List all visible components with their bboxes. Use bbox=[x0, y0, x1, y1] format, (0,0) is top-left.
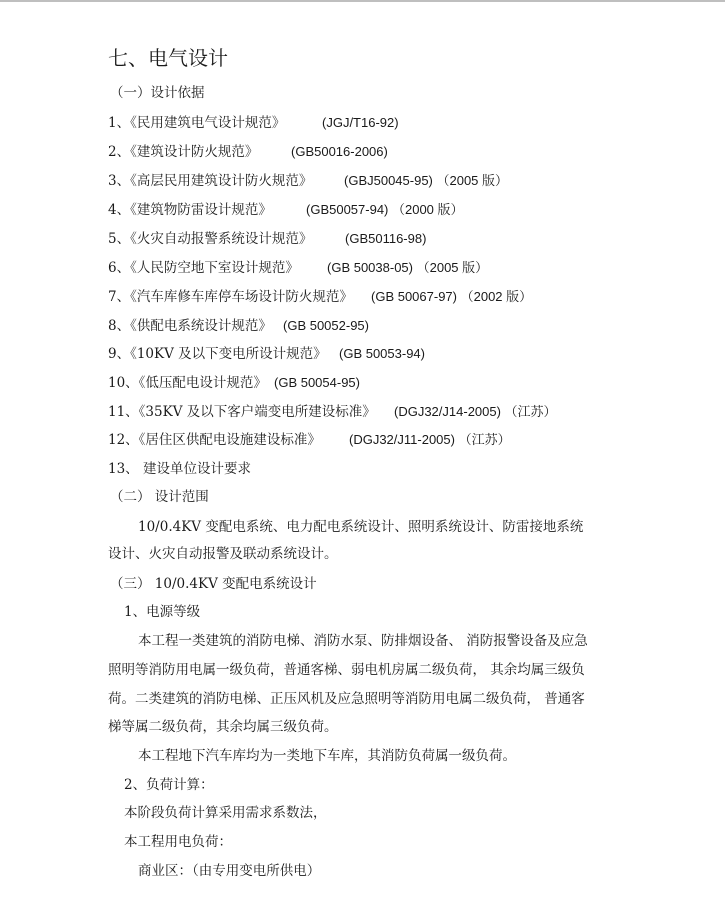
list-item bbox=[108, 143, 388, 161]
reference-name: 9、《10KV 及以下变电所设计规范》 bbox=[108, 346, 327, 362]
reference-code: (GBJ50045-95) （2005 版） bbox=[344, 173, 509, 188]
load-calc-line-1: 本阶段负荷计算采用需求系数法， bbox=[124, 805, 327, 821]
reference-code: (GB 50053-94) bbox=[339, 346, 425, 361]
reference-name: 1、《民用建筑电气设计规范》 bbox=[108, 115, 286, 131]
subheading-load-calc: 2、负荷计算： bbox=[124, 777, 214, 793]
subheading-power-level: 1、电源等级 bbox=[124, 604, 201, 620]
power-level-line-3: 荷。二类建筑的消防电梯、正压风机及应急照明等消防用电属二级负荷， 普通客 bbox=[108, 691, 585, 707]
list-item bbox=[108, 259, 489, 277]
load-calc-line-2: 本工程用电负荷： bbox=[124, 834, 232, 850]
reference-name: 10、《低压配电设计规范》 bbox=[108, 375, 267, 391]
list-item bbox=[108, 431, 511, 449]
reference-name: 12、《居住区供配电设施建设标准》 bbox=[108, 432, 321, 448]
reference-name: 5、《火灾自动报警系统设计规范》 bbox=[108, 231, 313, 247]
item-13: 13、 建设单位设计要求 bbox=[108, 461, 251, 477]
list-item bbox=[108, 201, 464, 219]
section-heading-substation: （三） 10/0.4KV 变配电系统设计 bbox=[110, 576, 317, 592]
reference-code: (GB 50067-97) （2002 版） bbox=[371, 289, 533, 304]
list-item bbox=[108, 374, 360, 392]
power-level-line-2: 照明等消防用电属一级负荷，普通客梯、弱电机房属二级负荷， 其余均属三级负 bbox=[108, 662, 585, 678]
reference-code: (GB 50054-95) bbox=[274, 375, 360, 390]
reference-name: 3、《高层民用建筑设计防火规范》 bbox=[108, 173, 313, 189]
reference-code: (GB 50052-95) bbox=[283, 318, 369, 333]
reference-name: 2、《建筑设计防火规范》 bbox=[108, 144, 259, 160]
list-item bbox=[108, 230, 427, 248]
list-item bbox=[108, 114, 399, 132]
page-top-border bbox=[0, 0, 725, 2]
power-level-line-1: 本工程一类建筑的消防电梯、消防水泵、防排烟设备、 消防报警设备及应急 bbox=[138, 633, 588, 649]
garage-load-paragraph: 本工程地下汽车库均为一类地下车库，其消防负荷属一级负荷。 bbox=[138, 748, 516, 764]
list-item bbox=[108, 172, 509, 190]
reference-code: (GB50016-2006) bbox=[291, 144, 388, 159]
reference-code: (GB50116-98) bbox=[345, 231, 427, 246]
reference-code: (DGJ32/J11-2005) （江苏） bbox=[349, 432, 511, 447]
scope-paragraph-line-1: 10/0.4KV 变配电系统、电力配电系统设计、照明系统设计、防雷接地系统 bbox=[138, 519, 584, 535]
reference-name: 6、《人民防空地下室设计规范》 bbox=[108, 260, 299, 276]
reference-name: 7、《汽车库修车库停车场设计防火规范》 bbox=[108, 289, 353, 305]
reference-code: (DGJ32/J14-2005) （江苏） bbox=[394, 404, 557, 419]
scope-paragraph-line-2: 设计、火灾自动报警及联动系统设计。 bbox=[108, 546, 338, 562]
power-level-line-4: 梯等属二级负荷，其余均属三级负荷。 bbox=[108, 719, 338, 735]
reference-code: (JGJ/T16-92) bbox=[322, 115, 399, 130]
section-title: 七、电气设计 bbox=[108, 46, 228, 70]
reference-code: (GB 50038-05) （2005 版） bbox=[327, 260, 489, 275]
list-item bbox=[108, 317, 369, 335]
list-item bbox=[108, 288, 533, 306]
list-item bbox=[108, 403, 557, 421]
reference-code: (GB50057-94) （2000 版） bbox=[306, 202, 464, 217]
reference-name: 8、《供配电系统设计规范》 bbox=[108, 318, 272, 334]
reference-name: 11、《35KV 及以下客户端变电所建设标准》 bbox=[108, 404, 376, 420]
section-heading-basis: （一）设计依据 bbox=[110, 85, 205, 101]
load-calc-line-3: 商业区：（由专用变电所供电） bbox=[138, 863, 321, 879]
list-item bbox=[108, 345, 425, 363]
reference-name: 4、《建筑物防雷设计规范》 bbox=[108, 202, 272, 218]
section-heading-scope: （二） 设计范围 bbox=[110, 489, 209, 505]
